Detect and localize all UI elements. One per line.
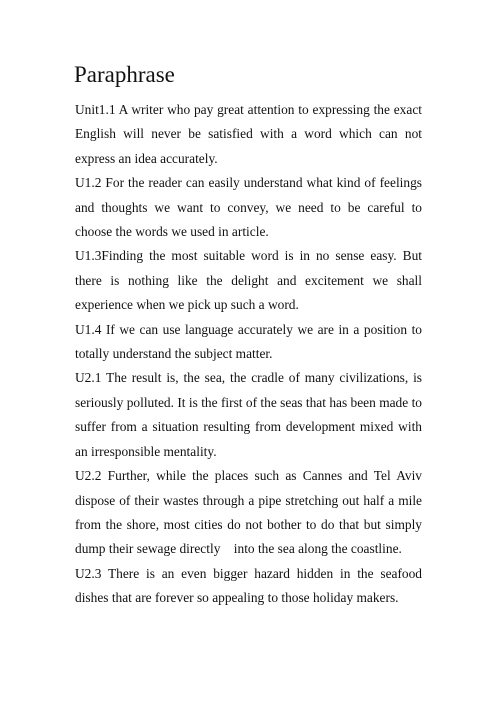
paragraph-u2-3: U2.3 There is an even bigger hazard hidden in the seafood dishes that are forever so appealing to those holiday makers. [75, 565, 422, 606]
paragraph-u2-1: U2.1 The result is, the sea, the cradle of many civilizations, is seriously polluted. It is the first of the seas that has been made to suffer from a situation resulting from development mixed with an irresponsible mentality. [75, 370, 422, 459]
paragraph-u1-2: U1.2 For the reader can easily understand what kind of feelings and thoughts we want to convey, we need to be careful to choose the words we used in article. [75, 175, 422, 240]
document-body [75, 98, 426, 611]
paragraph-u1-4: U1.4 If we can use language accurately we are in a position to totally understand the subject matter. [75, 321, 422, 362]
paragraph-u1-3: U1.3Finding the most suitable word is in no sense easy. But there is nothing like the delight and excitement we shall experience when we pick up such a word. [75, 248, 422, 313]
page-title: Paraphrase [74, 62, 175, 87]
paragraph-u2-2: U2.2 Further, while the places such as Cannes and Tel Aviv dispose of their wastes through a pipe stretching out half a mile from the shore, most cities do not bother to do that but simply dump their sewage directly into the sea along the coastline. [75, 468, 426, 557]
paragraph-u1-1: Unit1.1 A writer who pay great attention to expressing the exact English will never be satisfied with a word which can not express an idea accurately. [75, 102, 422, 166]
